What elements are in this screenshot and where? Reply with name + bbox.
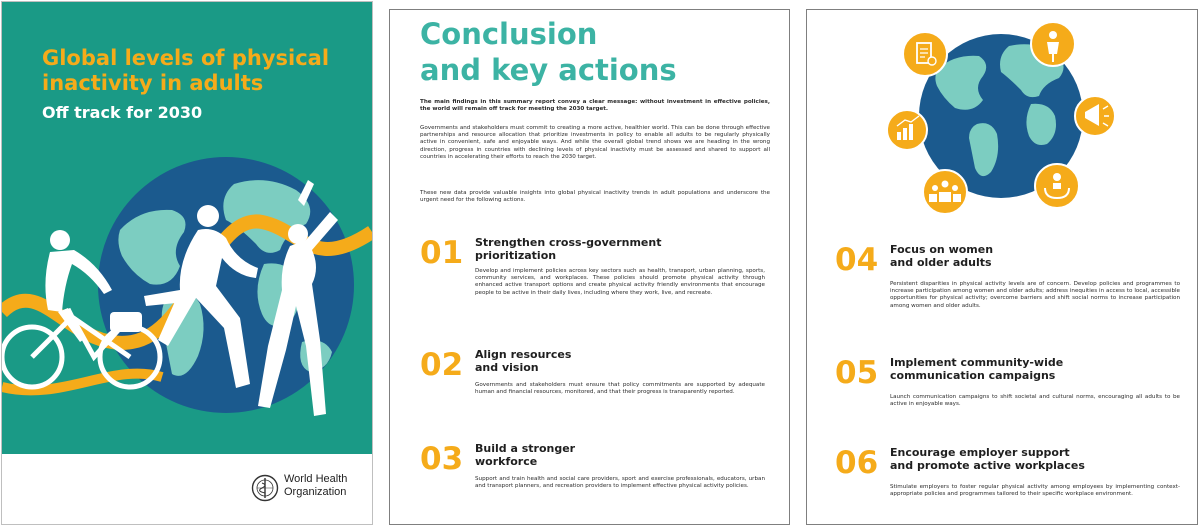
- action-description: Governments and stakeholders must ensure that policy commitments are supported by adequate human and financial resources, monitored, and that their progress is transparently reported.: [475, 382, 765, 396]
- action-title: Align resources and vision: [475, 348, 572, 374]
- globe-with-icons-illustration: [885, 16, 1117, 216]
- bar-chart-growth-icon: [887, 110, 927, 150]
- key-actions-page: [806, 9, 1198, 525]
- cover-title: Global levels of physical inactivity in adults: [42, 46, 330, 95]
- action-number: 03: [420, 441, 464, 477]
- page-title: Conclusion and key actions: [420, 17, 677, 87]
- action-title: Focus on women and older adults: [890, 243, 994, 269]
- action-description: Support and train health and social care providers, sport and exercise professionals, educators, urban and transport planners, and recreation providers to implement effective physical activity policies.: [475, 476, 765, 490]
- policy-document-icon: [903, 32, 947, 76]
- action-number: 05: [835, 355, 879, 391]
- intro-paragraph: Governments and stakeholders must commit to creating a more active, healthier world. This can be done through effective partnerships and resource allocation that prioritize investments in policy to enable all adults to be regularly physically active in convenient, safe and enjoyable ways. And while the overall global trend shows we are heading in the wrong direction, progress in countries with declining levels of physical inactivity must be assessed and shared to support all countries in accelerating their efforts to reach the 2030 target.: [420, 125, 770, 160]
- intro-closing: These new data provide valuable insights into global physical inactivity trends in adult populations and underscore the urgent need for the following actions.: [420, 190, 770, 204]
- group-of-people-icon: [923, 170, 967, 214]
- action-title: Strengthen cross-government prioritization: [475, 236, 662, 262]
- action-description: Stimulate employers to foster regular physical activity among employees by implementing context-appropriate policies and programmes tailored to their specific workplace environment.: [890, 484, 1180, 498]
- cover-illustration: [2, 152, 372, 456]
- conclusion-page: [389, 9, 790, 525]
- publisher-name: World Health Organization: [284, 473, 348, 498]
- woman-figure-icon: [1031, 22, 1075, 66]
- cover-subtitle: Off track for 2030: [42, 103, 203, 122]
- report-cover: [1, 1, 373, 525]
- action-title: Encourage employer support and promote active workplaces: [890, 446, 1085, 472]
- action-number: 06: [835, 445, 879, 481]
- action-number: 02: [420, 347, 464, 383]
- action-number: 01: [420, 235, 464, 271]
- cover-footer: [2, 454, 372, 524]
- intro-summary: The main findings in this summary report convey a clear message: without investment in effective policies, the world will remain off track for meeting the 2030 target.: [420, 99, 770, 113]
- action-title: Build a stronger workforce: [475, 442, 576, 468]
- action-description: Launch communication campaigns to shift societal and cultural norms, encouraging all adults to be active in enjoyable ways.: [890, 394, 1180, 408]
- megaphone-icon: [1075, 96, 1115, 136]
- who-emblem-icon: [251, 474, 279, 502]
- action-description: Develop and implement policies across key sectors such as health, transport, urban planning, sports, community services, and workplaces. These policies should promote physical activity through enhanced active transport options and create physical activity friendly environments that encourage people to be active in their daily lives, including where they work, live, and recreate.: [475, 268, 765, 296]
- action-title: Implement community-wide communication campaigns: [890, 356, 1064, 382]
- action-number: 04: [835, 242, 879, 278]
- action-description: Persistent disparities in physical activity levels are of concern. Develop policies and programmes to increase participation among women and older adults; address inequities in access to local, accessible opportunities for physical activity; overcome barriers and shift social norms to increase participation among women and older adults.: [890, 281, 1180, 309]
- hand-with-person-icon: [1035, 164, 1079, 208]
